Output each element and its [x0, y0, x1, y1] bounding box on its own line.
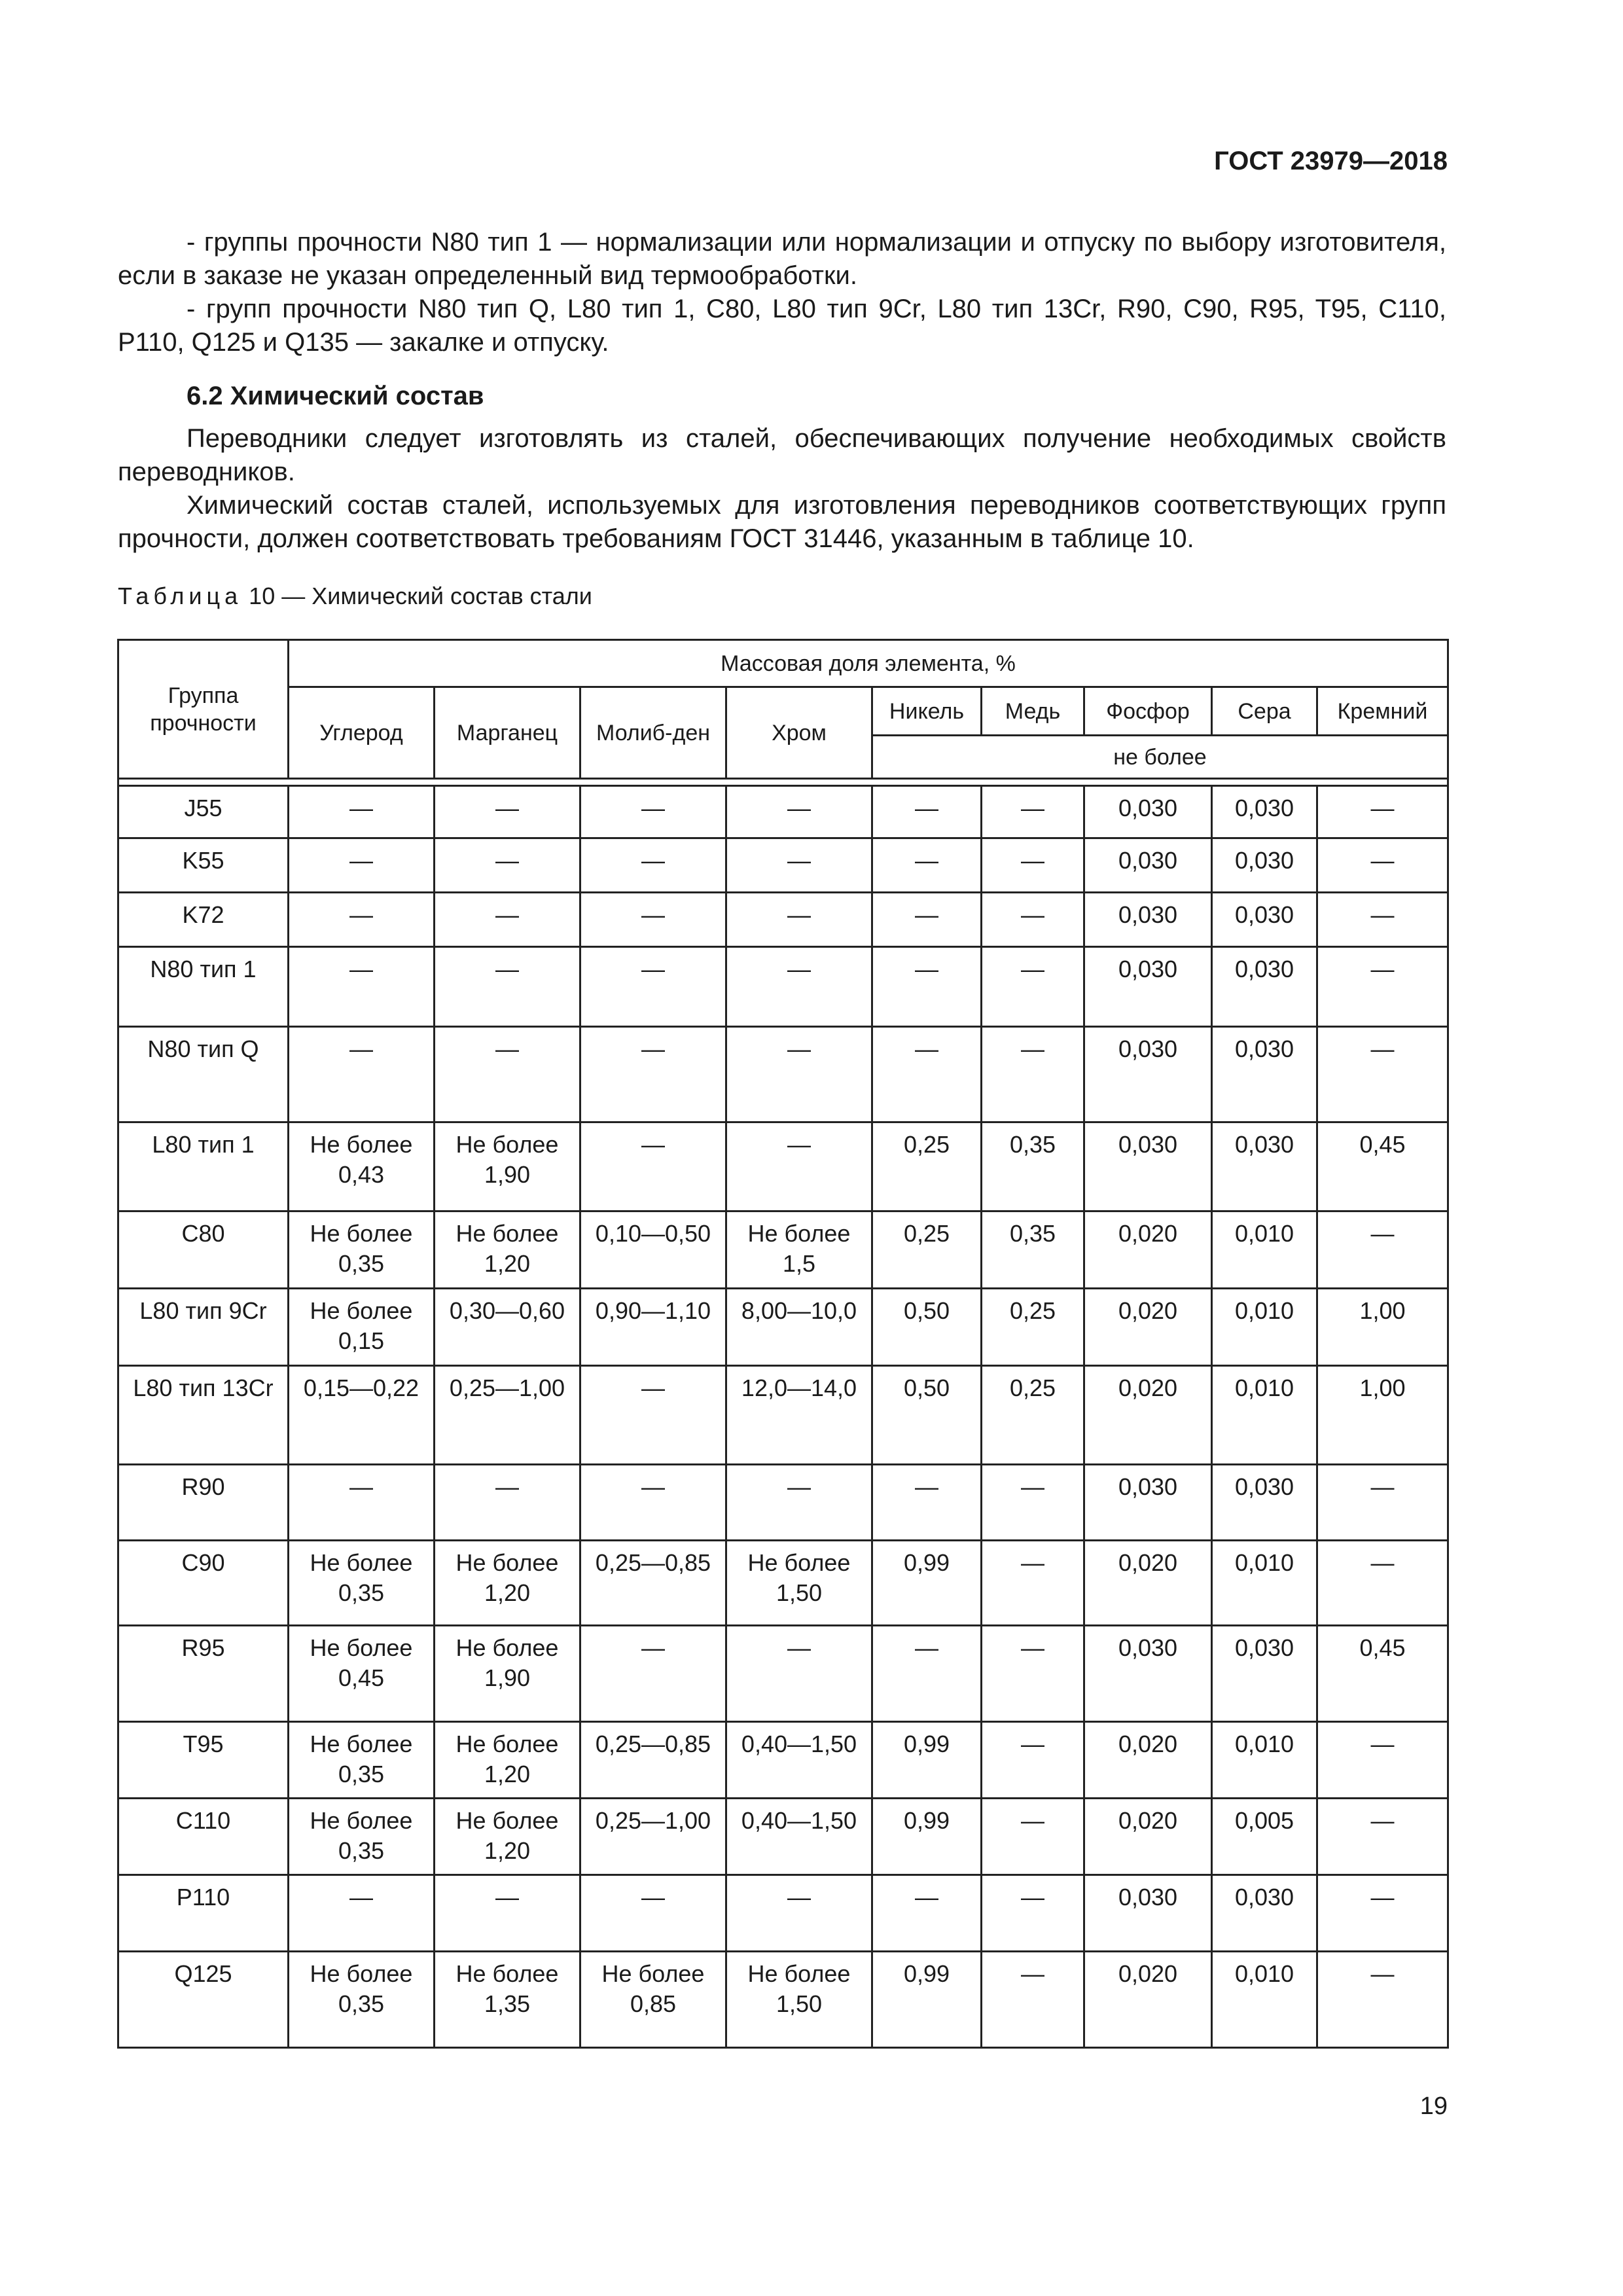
table-row — [118, 1952, 1448, 2048]
cell-phosphorus: 0,030 — [1084, 947, 1212, 1027]
cell-chromium: 12,0—14,0 — [726, 1366, 872, 1465]
table-row — [118, 1626, 1448, 1722]
cell-chromium: — — [726, 838, 872, 893]
cell-copper: — — [982, 1465, 1084, 1541]
cell-chromium: 0,40—1,50 — [726, 1799, 872, 1875]
header-strength-group: Группа прочности — [118, 640, 289, 779]
cell-phosphorus: 0,020 — [1084, 1799, 1212, 1875]
table-row — [118, 1211, 1448, 1289]
cell-carbon: Не более 0,45 — [289, 1626, 435, 1722]
cell-manganese: Не более 1,90 — [435, 1122, 580, 1211]
cell-manganese: Не более 1,90 — [435, 1626, 580, 1722]
paragraph-heat-treatment-others: - групп прочности N80 тип Q, L80 тип 1, С80, L80 тип 9Cr, L80 тип 13Cr, R90, C90, R95, T95, C110, P110, Q125 и Q135 — закалке и отпуску. — [118, 295, 1446, 357]
table-row — [118, 1465, 1448, 1541]
paragraph-chemical-composition: Химический состав сталей, используемых для изготовления переводников соответствующих групп прочности, должен соответствовать требованиям ГОСТ 31446, указанным в таблице 10. — [118, 491, 1446, 553]
cell-nickel: 0,99 — [872, 1722, 982, 1799]
cell-group: L80 тип 9Cr — [118, 1289, 289, 1366]
cell-silicon: — — [1317, 947, 1448, 1027]
cell-chromium: — — [726, 1875, 872, 1952]
cell-copper: 0,25 — [982, 1366, 1084, 1465]
cell-sulfur: 0,010 — [1212, 1722, 1317, 1799]
table-row — [118, 1799, 1448, 1875]
table-row — [118, 1027, 1448, 1122]
cell-phosphorus: 0,030 — [1084, 786, 1212, 838]
cell-group: R95 — [118, 1626, 289, 1722]
cell-phosphorus: 0,020 — [1084, 1722, 1212, 1799]
cell-phosphorus: 0,030 — [1084, 1465, 1212, 1541]
cell-copper: — — [982, 1626, 1084, 1722]
cell-silicon: 0,45 — [1317, 1122, 1448, 1211]
table-row — [118, 947, 1448, 1027]
cell-silicon: — — [1317, 1027, 1448, 1122]
cell-chromium: — — [726, 1626, 872, 1722]
cell-sulfur: 0,030 — [1212, 1465, 1317, 1541]
cell-chromium: — — [726, 1027, 872, 1122]
cell-copper: — — [982, 1952, 1084, 2048]
cell-manganese: — — [435, 893, 580, 947]
cell-copper: — — [982, 1541, 1084, 1626]
cell-molybdenum: — — [580, 1366, 726, 1465]
header-silicon: Кремний — [1317, 687, 1448, 736]
cell-manganese: Не более 1,20 — [435, 1541, 580, 1626]
cell-carbon: — — [289, 1875, 435, 1952]
cell-silicon: — — [1317, 1952, 1448, 2048]
cell-nickel: — — [872, 786, 982, 838]
cell-carbon: — — [289, 947, 435, 1027]
table-row — [118, 893, 1448, 947]
cell-carbon: — — [289, 1465, 435, 1541]
header-sulfur: Сера — [1212, 687, 1317, 736]
cell-carbon: Не более 0,15 — [289, 1289, 435, 1366]
cell-chromium: — — [726, 893, 872, 947]
cell-nickel: 0,99 — [872, 1541, 982, 1626]
cell-nickel: — — [872, 947, 982, 1027]
cell-sulfur: 0,010 — [1212, 1366, 1317, 1465]
section-title: 6.2 Химический состав — [187, 382, 484, 410]
cell-manganese: — — [435, 947, 580, 1027]
cell-chromium: — — [726, 786, 872, 838]
cell-group: C110 — [118, 1799, 289, 1875]
table-row — [118, 1122, 1448, 1211]
cell-copper: — — [982, 893, 1084, 947]
cell-carbon: — — [289, 838, 435, 893]
table-row — [118, 1541, 1448, 1626]
cell-nickel: — — [872, 838, 982, 893]
cell-manganese: Не более 1,20 — [435, 1799, 580, 1875]
cell-silicon: 1,00 — [1317, 1366, 1448, 1465]
cell-sulfur: 0,010 — [1212, 1211, 1317, 1289]
cell-silicon: — — [1317, 893, 1448, 947]
cell-molybdenum: 0,90—1,10 — [580, 1289, 726, 1366]
cell-phosphorus: 0,030 — [1084, 1122, 1212, 1211]
cell-chromium: — — [726, 1465, 872, 1541]
cell-phosphorus: 0,020 — [1084, 1541, 1212, 1626]
cell-manganese: — — [435, 1465, 580, 1541]
cell-molybdenum: 0,25—1,00 — [580, 1799, 726, 1875]
cell-phosphorus: 0,020 — [1084, 1952, 1212, 2048]
cell-silicon: — — [1317, 838, 1448, 893]
cell-nickel: — — [872, 1875, 982, 1952]
cell-group: L80 тип 13Cr — [118, 1366, 289, 1465]
cell-sulfur: 0,030 — [1212, 1027, 1317, 1122]
cell-group: C90 — [118, 1541, 289, 1626]
chemical-composition-table — [117, 639, 1449, 2049]
cell-nickel: — — [872, 1027, 982, 1122]
cell-nickel: 0,25 — [872, 1211, 982, 1289]
cell-copper: 0,35 — [982, 1122, 1084, 1211]
table-row — [118, 1722, 1448, 1799]
table-body — [118, 786, 1448, 2048]
header-molybdenum: Молиб-ден — [580, 687, 726, 779]
header-mass-fraction: Массовая доля элемента, % — [289, 640, 1448, 687]
cell-carbon: Не более 0,35 — [289, 1211, 435, 1289]
cell-group: C80 — [118, 1211, 289, 1289]
cell-sulfur: 0,030 — [1212, 893, 1317, 947]
cell-nickel: — — [872, 893, 982, 947]
cell-sulfur: 0,030 — [1212, 1626, 1317, 1722]
cell-phosphorus: 0,030 — [1084, 1027, 1212, 1122]
cell-molybdenum: — — [580, 893, 726, 947]
cell-nickel: 0,99 — [872, 1952, 982, 2048]
cell-group: J55 — [118, 786, 289, 838]
cell-sulfur: 0,010 — [1212, 1289, 1317, 1366]
cell-molybdenum: — — [580, 838, 726, 893]
cell-molybdenum: — — [580, 1626, 726, 1722]
cell-molybdenum: — — [580, 1122, 726, 1211]
table-row — [118, 1875, 1448, 1952]
cell-chromium: Не более 1,50 — [726, 1541, 872, 1626]
cell-copper: — — [982, 838, 1084, 893]
cell-molybdenum: 0,10—0,50 — [580, 1211, 726, 1289]
cell-sulfur: 0,030 — [1212, 838, 1317, 893]
cell-chromium: — — [726, 947, 872, 1027]
cell-chromium: — — [726, 1122, 872, 1211]
header-phosphorus: Фосфор — [1084, 687, 1212, 736]
cell-molybdenum: — — [580, 1465, 726, 1541]
cell-silicon: — — [1317, 1465, 1448, 1541]
cell-chromium: 8,00—10,0 — [726, 1289, 872, 1366]
cell-carbon: — — [289, 893, 435, 947]
cell-group: N80 тип 1 — [118, 947, 289, 1027]
cell-molybdenum: — — [580, 1875, 726, 1952]
header-nickel: Никель — [872, 687, 982, 736]
paragraph-steel-requirement: Переводники следует изготовлять из сталей, обеспечивающих получение необходимых свойств переводников. — [118, 424, 1446, 486]
cell-molybdenum: — — [580, 947, 726, 1027]
cell-manganese: — — [435, 1027, 580, 1122]
table-row — [118, 838, 1448, 893]
cell-group: N80 тип Q — [118, 1027, 289, 1122]
cell-phosphorus: 0,030 — [1084, 838, 1212, 893]
paragraph-heat-treatment-n80: - группы прочности N80 тип 1 — нормализации или нормализации и отпуску по выбору изготовителя, если в заказе не указан определенный вид термообработки. — [118, 228, 1446, 290]
cell-nickel: 0,50 — [872, 1366, 982, 1465]
cell-sulfur: 0,030 — [1212, 947, 1317, 1027]
cell-nickel: 0,99 — [872, 1799, 982, 1875]
cell-copper: — — [982, 947, 1084, 1027]
cell-phosphorus: 0,020 — [1084, 1366, 1212, 1465]
table-caption-text: 10 — Химический состав стали — [249, 583, 592, 609]
cell-phosphorus: 0,030 — [1084, 893, 1212, 947]
cell-chromium: Не более 1,5 — [726, 1211, 872, 1289]
cell-group: T95 — [118, 1722, 289, 1799]
cell-manganese: — — [435, 838, 580, 893]
cell-sulfur: 0,005 — [1212, 1799, 1317, 1875]
cell-group: K72 — [118, 893, 289, 947]
cell-copper: — — [982, 1799, 1084, 1875]
cell-silicon: — — [1317, 1875, 1448, 1952]
cell-manganese: — — [435, 786, 580, 838]
cell-manganese: — — [435, 1875, 580, 1952]
cell-silicon: — — [1317, 1722, 1448, 1799]
cell-sulfur: 0,030 — [1212, 1875, 1317, 1952]
cell-nickel: 0,25 — [872, 1122, 982, 1211]
cell-chromium: Не более 1,50 — [726, 1952, 872, 2048]
header-carbon: Углерод — [289, 687, 435, 779]
cell-group: P110 — [118, 1875, 289, 1952]
cell-molybdenum: — — [580, 1027, 726, 1122]
cell-molybdenum: Не более 0,85 — [580, 1952, 726, 2048]
cell-carbon: Не более 0,35 — [289, 1799, 435, 1875]
cell-copper: — — [982, 786, 1084, 838]
table-caption — [118, 583, 592, 610]
cell-group: R90 — [118, 1465, 289, 1541]
table-row — [118, 1366, 1448, 1465]
cell-sulfur: 0,010 — [1212, 1952, 1317, 2048]
cell-carbon: — — [289, 786, 435, 838]
cell-manganese: Не более 1,20 — [435, 1722, 580, 1799]
cell-silicon: 0,45 — [1317, 1626, 1448, 1722]
cell-copper: 0,25 — [982, 1289, 1084, 1366]
body-text — [118, 226, 1446, 556]
cell-group: L80 тип 1 — [118, 1122, 289, 1211]
header-not-more: не более — [872, 736, 1448, 779]
table-row — [118, 1289, 1448, 1366]
cell-nickel: 0,50 — [872, 1289, 982, 1366]
cell-phosphorus: 0,020 — [1084, 1289, 1212, 1366]
page-number: 19 — [1419, 2092, 1448, 2120]
cell-molybdenum: 0,25—0,85 — [580, 1541, 726, 1626]
cell-carbon: Не более 0,35 — [289, 1541, 435, 1626]
cell-silicon: — — [1317, 1211, 1448, 1289]
cell-phosphorus: 0,020 — [1084, 1211, 1212, 1289]
header-separator — [118, 779, 1448, 786]
cell-molybdenum: 0,25—0,85 — [580, 1722, 726, 1799]
cell-sulfur: 0,030 — [1212, 1122, 1317, 1211]
cell-group: Q125 — [118, 1952, 289, 2048]
cell-silicon: — — [1317, 786, 1448, 838]
cell-sulfur: 0,030 — [1212, 786, 1317, 838]
cell-copper: — — [982, 1722, 1084, 1799]
cell-manganese: Не более 1,35 — [435, 1952, 580, 2048]
header-copper: Медь — [982, 687, 1084, 736]
cell-nickel: — — [872, 1626, 982, 1722]
cell-manganese: 0,30—0,60 — [435, 1289, 580, 1366]
table-caption-word: Таблица — [118, 583, 243, 609]
cell-molybdenum: — — [580, 786, 726, 838]
cell-carbon: 0,15—0,22 — [289, 1366, 435, 1465]
cell-silicon: 1,00 — [1317, 1289, 1448, 1366]
cell-manganese: Не более 1,20 — [435, 1211, 580, 1289]
cell-carbon: Не более 0,35 — [289, 1722, 435, 1799]
cell-copper: — — [982, 1027, 1084, 1122]
table-row — [118, 786, 1448, 838]
cell-nickel: — — [872, 1465, 982, 1541]
cell-carbon: — — [289, 1027, 435, 1122]
cell-silicon: — — [1317, 1541, 1448, 1626]
document-id: ГОСТ 23979—2018 — [1214, 147, 1448, 175]
cell-carbon: Не более 0,35 — [289, 1952, 435, 2048]
cell-manganese: 0,25—1,00 — [435, 1366, 580, 1465]
cell-chromium: 0,40—1,50 — [726, 1722, 872, 1799]
cell-group: K55 — [118, 838, 289, 893]
cell-carbon: Не более 0,43 — [289, 1122, 435, 1211]
header-manganese: Марганец — [435, 687, 580, 779]
cell-silicon: — — [1317, 1799, 1448, 1875]
header-chromium: Хром — [726, 687, 872, 779]
cell-phosphorus: 0,030 — [1084, 1626, 1212, 1722]
cell-sulfur: 0,010 — [1212, 1541, 1317, 1626]
cell-copper: 0,35 — [982, 1211, 1084, 1289]
cell-phosphorus: 0,030 — [1084, 1875, 1212, 1952]
cell-copper: — — [982, 1875, 1084, 1952]
